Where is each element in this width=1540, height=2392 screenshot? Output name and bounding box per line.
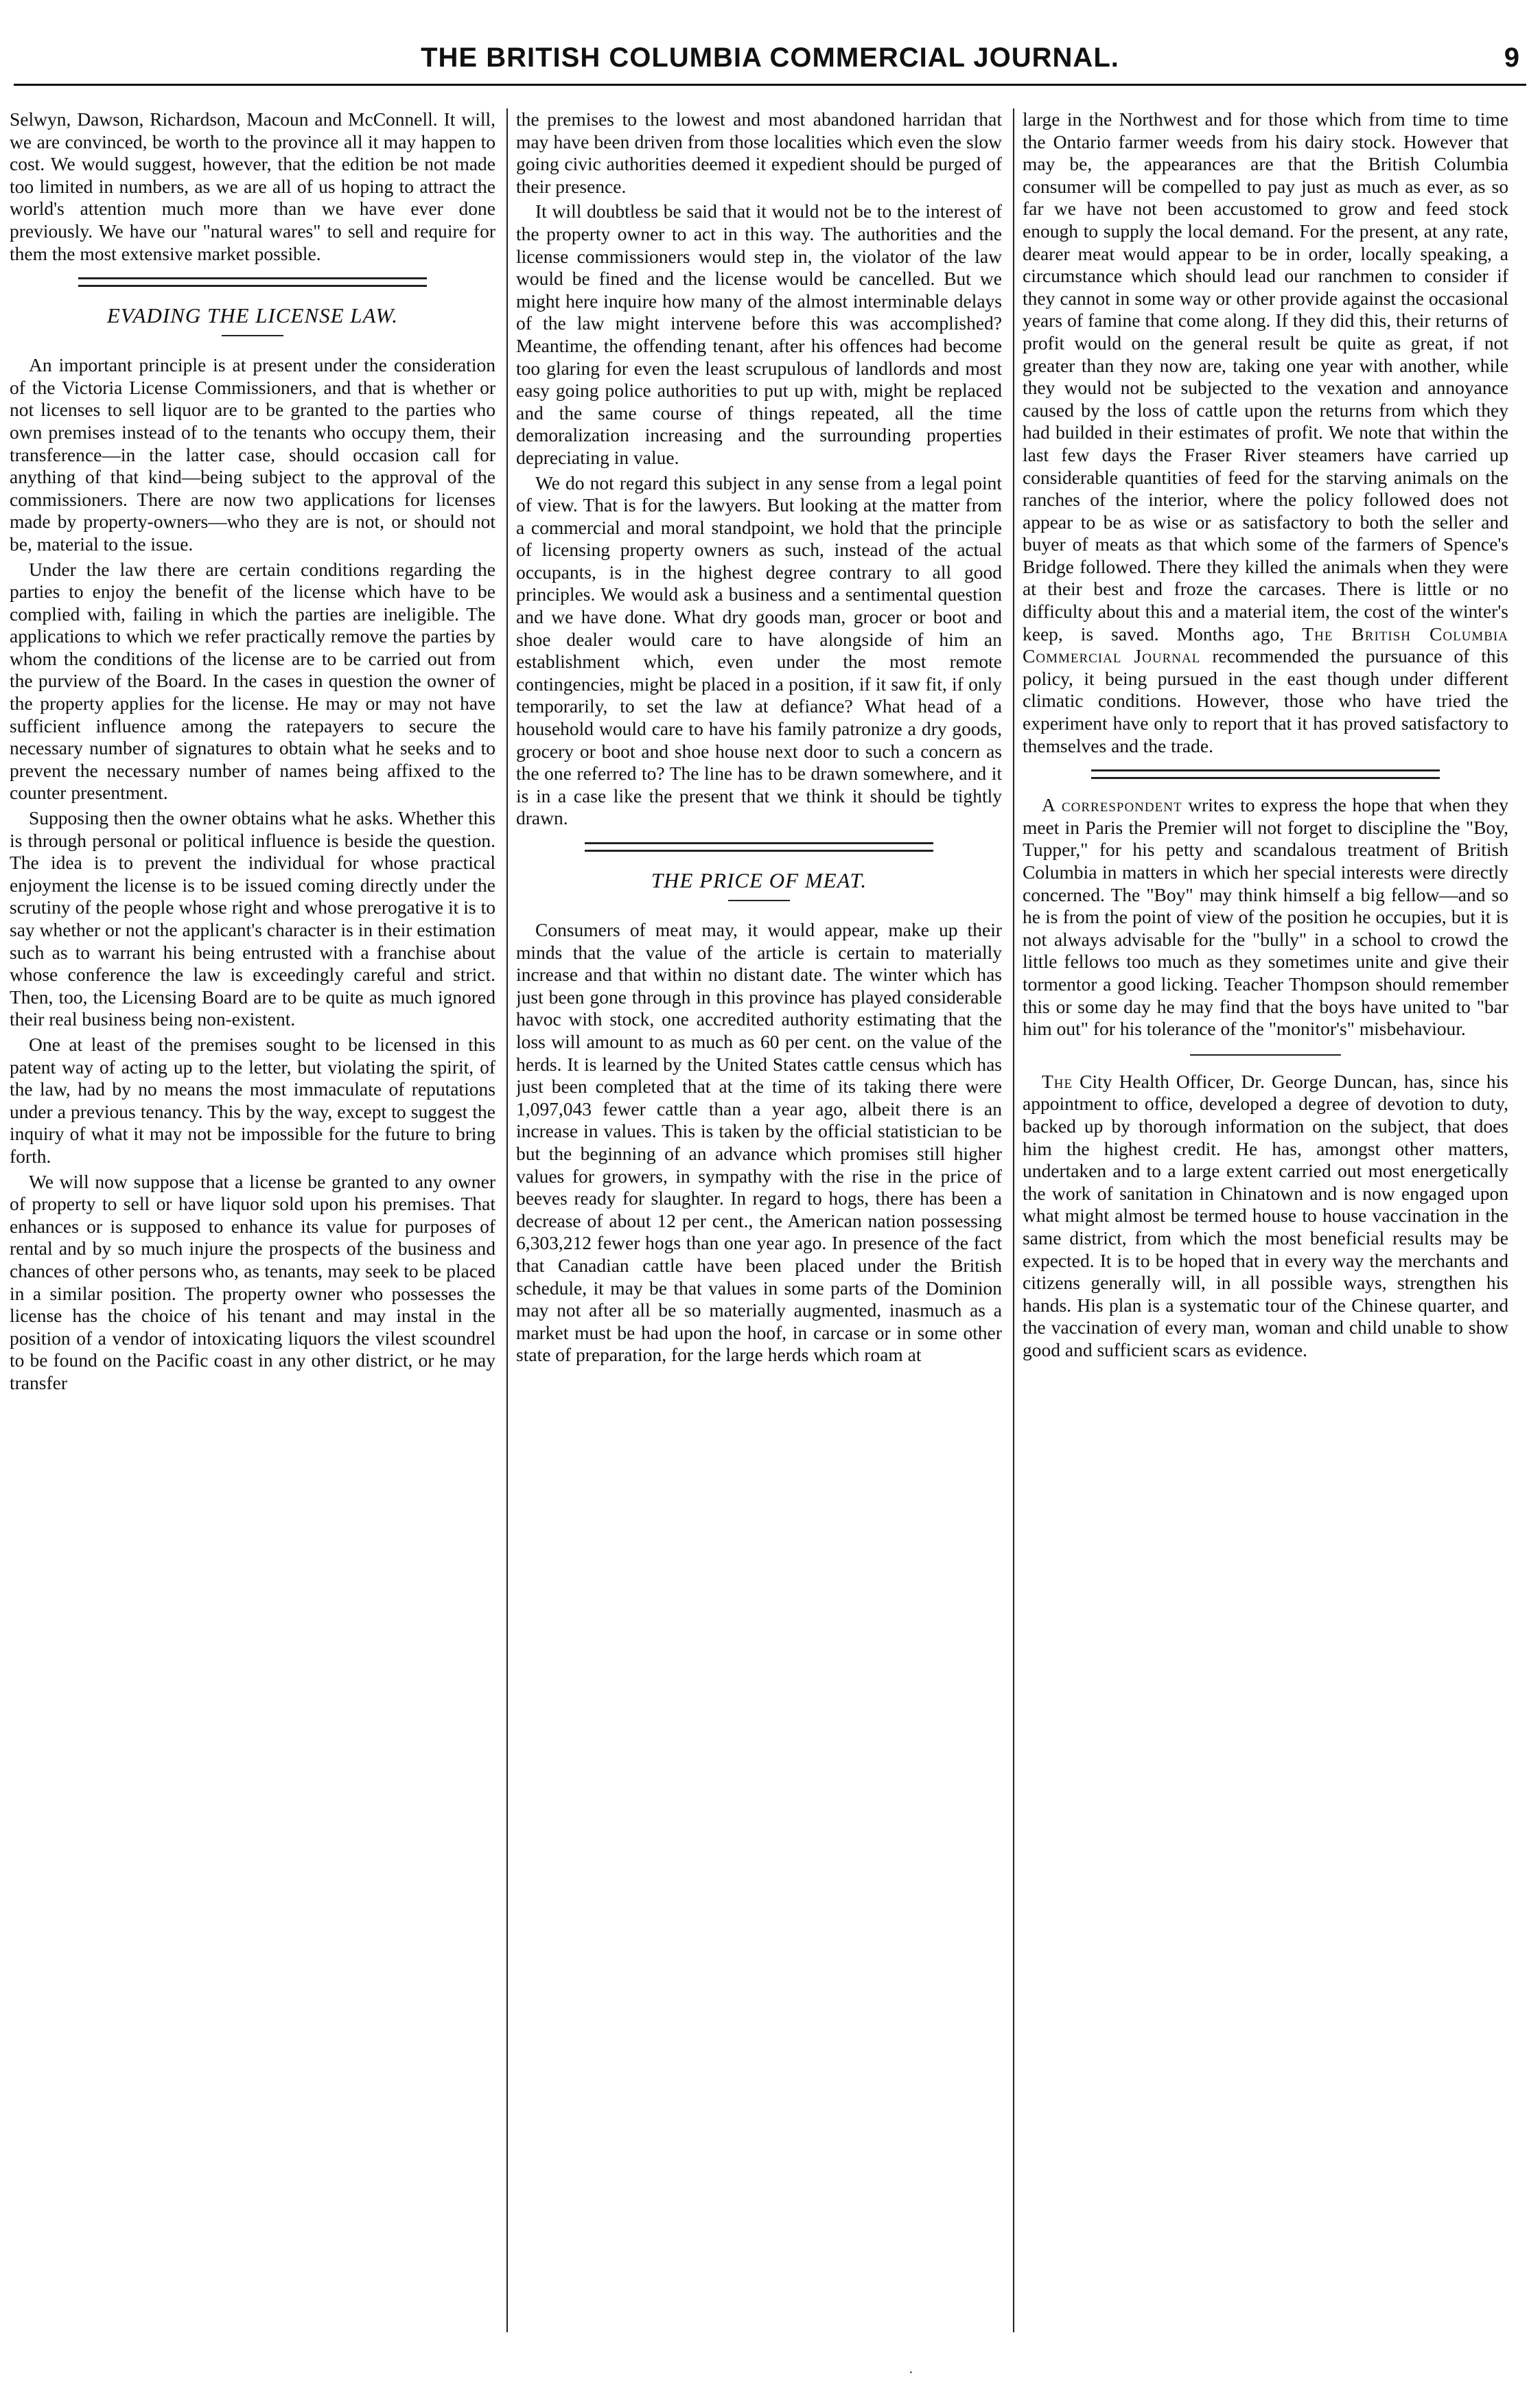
double-rule-divider [585,842,933,852]
print-mark: · [909,2365,913,2380]
page-number: 9 [1504,43,1519,73]
short-rule [728,900,790,901]
article-heading-evading-license-law: EVADING THE LICENSE LAW. [106,303,399,328]
paragraph: Supposing then the owner obtains what he asks. Whether this is through personal or political influence is beside the question. The idea is to prevent the individual for whose practical enjoyment the license is to be issued coming directly under the scrutiny of the people whose right and whose prerogative it is to say whether or not the applicant's character is in their estimation such as to warrant his being entrusted with a franchise about whose conference the law is exceedingly careful and strict. Then, too, the Licensing Board are to be quite as much ignored their real business being non-existent. [10,807,495,1030]
double-rule-divider [78,277,427,287]
column-3 [1023,108,1508,2332]
paragraph: Under the law there are certain conditions regarding the parties to enjoy the benefit of the license which have to be complied with, failing in which the parties are ineligible. The applications to which we refer practically remove the parties by whom the conditions of the license are to be carried out from the purview of the Board. In the cases in question the owner of the property applies for the license. He may or may not have sufficient influence among the ratepayers to secure the necessary number of signatures to obtain what he seeks and to prevent the necessary number of names being affixed to the counter presentment. [10,558,495,804]
journal-name-small-caps: The British Columbia Commercial Journal [1023,623,1508,667]
thin-rule-divider [1190,1054,1341,1056]
paragraph: It will doubtless be said that it would not be to the interest of the property owner to act in this way. The authorities and the license commissioners would step in, the violator of the law would be fined and the license would be cancelled. But we might here inquire how many of the almost interminable delays of the law might intervene before this was accomplished? Meantime, the offending tenant, after his offences had become too glaring for even the least scrupulous of landlords and most easy going police authorities to put up with, might be replaced and the same course of things repeated, all the time demoralization increasing and the surrounding properties depreciating in value. [516,200,1002,468]
paragraph [1023,1071,1508,1362]
column-rule [506,108,508,2332]
paragraph: the premises to the lowest and most abandoned harridan that may have been driven from those localities which even the slow going civic authorities deemed it expedient should be purged of their presence. [516,108,1002,197]
journal-title: THE BRITISH COLUMBIA COMMERCIAL JOURNAL. [421,43,1119,73]
paragraph: Consumers of meat may, it would appear, make up their minds that the value of the article is certain to materially increase and that within no distant date. The winter which has just been gone through in this province has played considerable havoc with stock, one accredited authority estimating that the loss will amount to as much as 60 per cent. on the value of the herds. It is learned by the United States cattle census which has just been completed that at the time of its taking there were 1,097,043 fewer cattle than a year ago, albeit there is an increase in values. This is taken by the official statistician to be but the beginning of an advance which promises still higher values for growers, in sympathy with the rise in the price of beeves ready for slaughter. In regard to hogs, there has been a decrease of about 12 per cent., the American nation possessing 6,303,212 fewer hogs than one year ago. In presence of the fact that Canadian cattle have been placed under the British schedule, it may be that values in some parts of the Dominion may not after all be so materially augmented, inasmuch as a market must be had upon the hoof, in carcase or in some other state of preparation, for the large herds which roam at [516,919,1002,1366]
paragraph-text: City Health Officer, Dr. George Duncan, has, since his appointment to office, developed a degree of devotion to duty, backed up by thorough information on the subject, that does him the highest credit. He has, amongst other matters, undertaken and to a large extent carried out most energetically the work of sanitation in Chinatown and is now engaged upon what might almost be termed house to house vaccination in the same district, from which the most beneficial results may be expected. It is to be hoped that in every way the merchants and citizens generally will, in all possible ways, strengthen his hands. His plan is a systematic tour of the Chinese quarter, and the vaccination of every man, woman and child unable to show good and sufficient scars as evidence. [1023,1070,1508,1360]
paragraph [1023,794,1508,1041]
paragraph: We will now suppose that a license be granted to any owner of property to sell or have liquor sold upon his premises. That enhances or is supposed to enhance its value for purposes of rental and by so much injure the prospects of the business and chances of other persons who, as tenants, may seek to be placed in a similar position. The property owner who possesses the license has the choice of his tenant and may instal in the position of a vendor of intoxicating liquors the vilest scoundrel to be found on the Pacific coast in any other district, or he may transfer [10,1170,495,1393]
paragraph-text: writes to express the hope that when they meet in Paris the Premier will not forget to discipline the "Boy, Tupper," for his petty and scandalous treatment of British Columbia in matters in which her special interests were directly concerned. The "Boy" may think himself a big fellow—and so he is from the point of view of the position he occupies, but it is not always advisable for the "bully" in a school to crowd the little fellows too much as they sometimes unite and give their tormentor a good licking. Teacher Thompson should remember this or some day he may find that the boys have united to "bar him out" for his tolerance of the "monitor's" misbehaviour. [1023,794,1508,1040]
lead-in-small-caps: The [1042,1070,1073,1092]
column-1 [10,108,495,2332]
paragraph [1023,108,1508,757]
paragraph-text: large in the Northwest and for those which from time to time the Ontario farmer weeds from his dairy stock. However that may be, the appearances are that the British Columbia consumer will be compelled to pay just as much as ever, as so far we have not been accustomed to grow and feed stock enough to supply the local demand. For the present, at any rate, dearer meat would appear to be in order, locally speaking, a circumstance which should lead our ranchmen to consider if they cannot in some way or other provide against the occasional years of famine that come along. If they did this, their returns of profit would on the general result be quite as great, if not greater than they now are, taking one year with another, while they would not be subjected to the vexation and annoyance caused by the loss of cattle upon the returns from which they had builded in their estimates of profit. We note that within the last few days the Fraser River steamers have carried up considerable quantities of feed for the starving animals on the ranches of the interior, where the policy followed does not appear to be as wise or as satisfactory to both the seller and buyer of meats as that which some of the farmers of Spence's Bridge followed. There they killed the animals when they were at their best and froze the carcases. There is little or no difficulty about this and a material item, the cost of the winter's keep, is saved. Months ago, [1023,108,1508,645]
paragraph-text: recommended the pursuance of this policy, it being pursued in the east though under different climatic conditions. However, those who have tried the experiment have only to report that it has proved satisfactory to themselves and the trade. [1023,645,1508,756]
masthead [14,43,1526,86]
paragraph: We do not regard this subject in any sense from a legal point of view. That is for the lawyers. But looking at the matter from a commercial and moral standpoint, we hold that the principle of licensing property owners as such, instead of the actual occupants, is in the highest degree contrary to all good principles. We would ask a business and a sentimental question and we have done. What dry goods man, grocer or boot and shoe dealer would care to have alongside of him an establishment which, even under the most remote contingencies, might be placed in a position, if it saw fit, if only temporarily, to set the law at defiance? What head of a household would care to have his family patronize a dry goods, grocery or boot and shoe house next door to such a concern as the one referred to? The line has to be drawn somewhere, and it is in a case like the present that we think it should be tightly drawn. [516,472,1002,829]
lead-in-small-caps: A correspondent [1042,794,1182,816]
article-heading-price-of-meat: THE PRICE OF MEAT. [651,868,867,892]
column-rule [1013,108,1014,2332]
paragraph: Selwyn, Dawson, Richardson, Macoun and McConnell. It will, we are convinced, be worth to the province all it may happen to cost. We would suggest, however, that the edition be not made too limited in numbers, as we are all of us hoping to attract the world's attention much more than we have ever done previously. We have our "natural wares" to sell and require for them the most extensive market possible. [10,108,495,264]
column-2 [516,108,1002,2332]
double-rule-divider [1091,769,1440,779]
short-rule [222,335,283,336]
paragraph: One at least of the premises sought to be licensed in this patent way of acting up to the letter, but violating the spirit, of the law, had by no means the most immaculate of reputations under a previous tenancy. This by the way, except to suggest the inquiry of what it may not be impossible for the future to bring forth. [10,1033,495,1167]
paragraph: An important principle is at present under the consideration of the Victoria License Commissioners, and that is whether or not licenses to sell liquor are to be granted to the parties who own premises instead of to the tenants who occupy them, their transference—in the latter case, should occasion call for anything of that kind—being subject to the approval of the commissioners. There are now two applications for licenses made by property-owners—who they are is not, or should not be, material to the issue. [10,354,495,555]
